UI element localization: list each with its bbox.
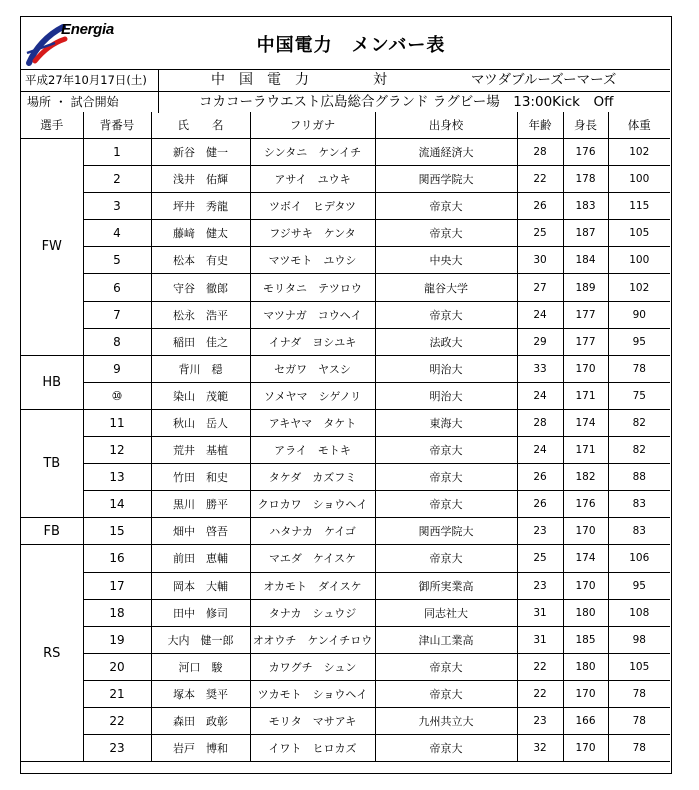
player-height: 170	[563, 572, 608, 599]
player-age: 23	[517, 518, 563, 545]
player-kana: アサイ ユウキ	[250, 166, 375, 193]
player-age: 25	[517, 220, 563, 247]
player-kana: モリタニ テツロウ	[250, 274, 375, 301]
player-age: 26	[517, 193, 563, 220]
player-age: 24	[517, 382, 563, 409]
player-height: 180	[563, 653, 608, 680]
player-kana: マツナガ コウヘイ	[250, 301, 375, 328]
player-kana: アライ モトキ	[250, 437, 375, 464]
player-name: 前田 恵輔	[151, 545, 250, 572]
player-height: 183	[563, 193, 608, 220]
player-weight: 105	[608, 653, 670, 680]
table-row	[21, 626, 670, 653]
player-kana: モリタ マサアキ	[250, 707, 375, 734]
home-team: 中 国 電 力	[211, 72, 309, 88]
player-number: 9	[83, 355, 151, 382]
player-school: 帝京大	[375, 301, 517, 328]
player-school: 帝京大	[375, 437, 517, 464]
table-header-row	[21, 112, 670, 139]
player-age: 28	[517, 139, 563, 166]
table-row	[21, 545, 670, 572]
player-age: 28	[517, 409, 563, 436]
player-number: 20	[83, 653, 151, 680]
player-number: 18	[83, 599, 151, 626]
player-kana: クロカワ ショウヘイ	[250, 491, 375, 518]
player-weight: 75	[608, 382, 670, 409]
player-kana: カワグチ シュン	[250, 653, 375, 680]
player-school: 御所実業高	[375, 572, 517, 599]
player-height: 185	[563, 626, 608, 653]
player-name: 河口 駿	[151, 653, 250, 680]
player-age: 22	[517, 166, 563, 193]
player-number: 14	[83, 491, 151, 518]
player-name: 荒井 基植	[151, 437, 250, 464]
match-date: 平成27年10月17日(土)	[25, 73, 147, 87]
table-row	[21, 464, 670, 491]
player-school: 明治大	[375, 382, 517, 409]
player-weight: 83	[608, 491, 670, 518]
player-name: 浅井 佑輝	[151, 166, 250, 193]
player-school: 明治大	[375, 355, 517, 382]
table-row	[21, 139, 670, 166]
player-age: 24	[517, 301, 563, 328]
player-name: 松永 浩平	[151, 301, 250, 328]
player-kana: イナダ ヨシユキ	[250, 328, 375, 355]
player-school: 関西学院大	[375, 518, 517, 545]
player-weight: 102	[608, 274, 670, 301]
member-table-body	[21, 139, 670, 762]
player-age: 30	[517, 247, 563, 274]
player-height: 177	[563, 301, 608, 328]
table-row	[21, 707, 670, 734]
table-row	[21, 193, 670, 220]
sheet-header	[21, 17, 670, 69]
player-age: 31	[517, 626, 563, 653]
header-num: 背番号	[83, 112, 151, 139]
player-height: 176	[563, 139, 608, 166]
player-kana: タナカ シュウジ	[250, 599, 375, 626]
energia-logo	[25, 19, 125, 67]
player-name: 新谷 健一	[151, 139, 250, 166]
player-name: 守谷 徹郎	[151, 274, 250, 301]
player-kana: アキヤマ タケト	[250, 409, 375, 436]
member-sheet	[20, 16, 672, 774]
player-kana: オカモト ダイスケ	[250, 572, 375, 599]
player-school: 龍谷大学	[375, 274, 517, 301]
player-kana: ツカモト ショウヘイ	[250, 680, 375, 707]
table-row	[21, 437, 670, 464]
player-school: 東海大	[375, 409, 517, 436]
player-kana: シンタニ ケンイチ	[250, 139, 375, 166]
player-school: 帝京大	[375, 545, 517, 572]
player-number: 1	[83, 139, 151, 166]
player-weight: 106	[608, 545, 670, 572]
player-name: 岩戸 博和	[151, 735, 250, 762]
table-row	[21, 409, 670, 436]
table-row	[21, 572, 670, 599]
player-kana: ハタナカ ケイゴ	[250, 518, 375, 545]
table-row	[21, 518, 670, 545]
position-group: RS	[21, 545, 83, 762]
member-table	[21, 112, 670, 762]
player-number: 16	[83, 545, 151, 572]
player-kana: ツボイ ヒデタツ	[250, 193, 375, 220]
player-name: 竹田 和史	[151, 464, 250, 491]
player-school: 帝京大	[375, 464, 517, 491]
player-school: 法政大	[375, 328, 517, 355]
table-row	[21, 680, 670, 707]
header-school: 出身校	[375, 112, 517, 139]
table-row	[21, 382, 670, 409]
header-kana: フリガナ	[250, 112, 375, 139]
player-number: 6	[83, 274, 151, 301]
position-group: FB	[21, 518, 83, 545]
player-number: 15	[83, 518, 151, 545]
player-number: 23	[83, 735, 151, 762]
player-number: 19	[83, 626, 151, 653]
player-height: 180	[563, 599, 608, 626]
header-height: 身長	[563, 112, 608, 139]
player-name: 畑中 啓吾	[151, 518, 250, 545]
player-height: 182	[563, 464, 608, 491]
player-number: 8	[83, 328, 151, 355]
player-school: 中央大	[375, 247, 517, 274]
player-name: 塚本 奨平	[151, 680, 250, 707]
player-age: 27	[517, 274, 563, 301]
position-group: HB	[21, 355, 83, 409]
player-number: 7	[83, 301, 151, 328]
player-height: 170	[563, 735, 608, 762]
table-row	[21, 735, 670, 762]
player-height: 187	[563, 220, 608, 247]
player-name: 田中 修司	[151, 599, 250, 626]
player-age: 22	[517, 653, 563, 680]
player-number: ⑩	[83, 382, 151, 409]
table-row	[21, 274, 670, 301]
player-age: 32	[517, 735, 563, 762]
player-school: 同志社大	[375, 599, 517, 626]
player-kana: マツモト ユウシ	[250, 247, 375, 274]
page-title: 中国電力 メンバー表	[256, 35, 446, 56]
vs-label: 対	[373, 72, 387, 88]
player-school: 帝京大	[375, 653, 517, 680]
player-weight: 83	[608, 518, 670, 545]
player-height: 176	[563, 491, 608, 518]
player-name: 大内 健一郎	[151, 626, 250, 653]
player-weight: 78	[608, 680, 670, 707]
player-height: 174	[563, 409, 608, 436]
player-number: 13	[83, 464, 151, 491]
player-kana: タケダ カズフミ	[250, 464, 375, 491]
player-school: 帝京大	[375, 680, 517, 707]
player-name: 森田 政彰	[151, 707, 250, 734]
table-row	[21, 355, 670, 382]
player-kana: イワト ヒロカズ	[250, 735, 375, 762]
player-number: 4	[83, 220, 151, 247]
player-number: 21	[83, 680, 151, 707]
player-height: 189	[563, 274, 608, 301]
player-school: 津山工業高	[375, 626, 517, 653]
player-name: 稲田 佳之	[151, 328, 250, 355]
player-height: 184	[563, 247, 608, 274]
player-weight: 100	[608, 166, 670, 193]
player-kana: フジサキ ケンタ	[250, 220, 375, 247]
player-height: 170	[563, 518, 608, 545]
player-height: 170	[563, 680, 608, 707]
player-age: 29	[517, 328, 563, 355]
player-school: 流通経済大	[375, 139, 517, 166]
player-weight: 95	[608, 328, 670, 355]
player-age: 31	[517, 599, 563, 626]
player-name: 染山 茂範	[151, 382, 250, 409]
player-weight: 95	[608, 572, 670, 599]
table-row	[21, 328, 670, 355]
player-number: 2	[83, 166, 151, 193]
player-kana: セガワ ヤスシ	[250, 355, 375, 382]
player-number: 5	[83, 247, 151, 274]
player-weight: 82	[608, 437, 670, 464]
venue-text: コカコーラウエスト広島総合グランド ラグビー場 13:00Kick Off	[199, 94, 614, 110]
player-weight: 108	[608, 599, 670, 626]
player-name: 藤﨑 健太	[151, 220, 250, 247]
player-height: 174	[563, 545, 608, 572]
player-height: 166	[563, 707, 608, 734]
player-kana: マエダ ケイスケ	[250, 545, 375, 572]
table-row	[21, 653, 670, 680]
player-school: 関西学院大	[375, 166, 517, 193]
player-weight: 88	[608, 464, 670, 491]
player-name: 黒川 勝平	[151, 491, 250, 518]
table-row	[21, 220, 670, 247]
player-weight: 115	[608, 193, 670, 220]
player-height: 171	[563, 437, 608, 464]
table-row	[21, 491, 670, 518]
player-weight: 100	[608, 247, 670, 274]
player-height: 177	[563, 328, 608, 355]
player-name: 松本 有史	[151, 247, 250, 274]
player-weight: 78	[608, 735, 670, 762]
away-team: マツダブルーズーマーズ	[471, 72, 617, 88]
player-weight: 82	[608, 409, 670, 436]
table-row	[21, 166, 670, 193]
player-age: 25	[517, 545, 563, 572]
player-school: 帝京大	[375, 735, 517, 762]
header-name: 氏 名	[151, 112, 250, 139]
player-weight: 90	[608, 301, 670, 328]
venue-label: 場所 ・ 試合開始	[27, 95, 119, 109]
player-age: 23	[517, 707, 563, 734]
player-school: 帝京大	[375, 220, 517, 247]
table-row	[21, 599, 670, 626]
player-weight: 105	[608, 220, 670, 247]
player-weight: 102	[608, 139, 670, 166]
player-number: 12	[83, 437, 151, 464]
player-school: 九州共立大	[375, 707, 517, 734]
match-info-row	[21, 69, 670, 91]
table-row	[21, 301, 670, 328]
header-age: 年齢	[517, 112, 563, 139]
position-group: FW	[21, 139, 83, 356]
player-kana: ソメヤマ シゲノリ	[250, 382, 375, 409]
position-group: TB	[21, 409, 83, 517]
player-kana: オオウチ ケンイチロウ	[250, 626, 375, 653]
player-age: 26	[517, 464, 563, 491]
player-name: 背川 穏	[151, 355, 250, 382]
player-number: 17	[83, 572, 151, 599]
player-name: 坪井 秀龍	[151, 193, 250, 220]
player-age: 24	[517, 437, 563, 464]
table-row	[21, 247, 670, 274]
venue-row	[21, 91, 670, 113]
player-age: 26	[517, 491, 563, 518]
player-number: 22	[83, 707, 151, 734]
header-weight: 体重	[608, 112, 670, 139]
player-age: 22	[517, 680, 563, 707]
player-weight: 78	[608, 355, 670, 382]
header-pos: 選手	[21, 112, 83, 139]
logo-text: Energia	[61, 21, 114, 38]
player-age: 23	[517, 572, 563, 599]
player-weight: 98	[608, 626, 670, 653]
player-name: 岡本 大輔	[151, 572, 250, 599]
player-name: 秋山 岳人	[151, 409, 250, 436]
player-school: 帝京大	[375, 491, 517, 518]
player-height: 178	[563, 166, 608, 193]
player-number: 11	[83, 409, 151, 436]
player-age: 33	[517, 355, 563, 382]
player-school: 帝京大	[375, 193, 517, 220]
player-number: 3	[83, 193, 151, 220]
player-height: 171	[563, 382, 608, 409]
player-height: 170	[563, 355, 608, 382]
player-weight: 78	[608, 707, 670, 734]
